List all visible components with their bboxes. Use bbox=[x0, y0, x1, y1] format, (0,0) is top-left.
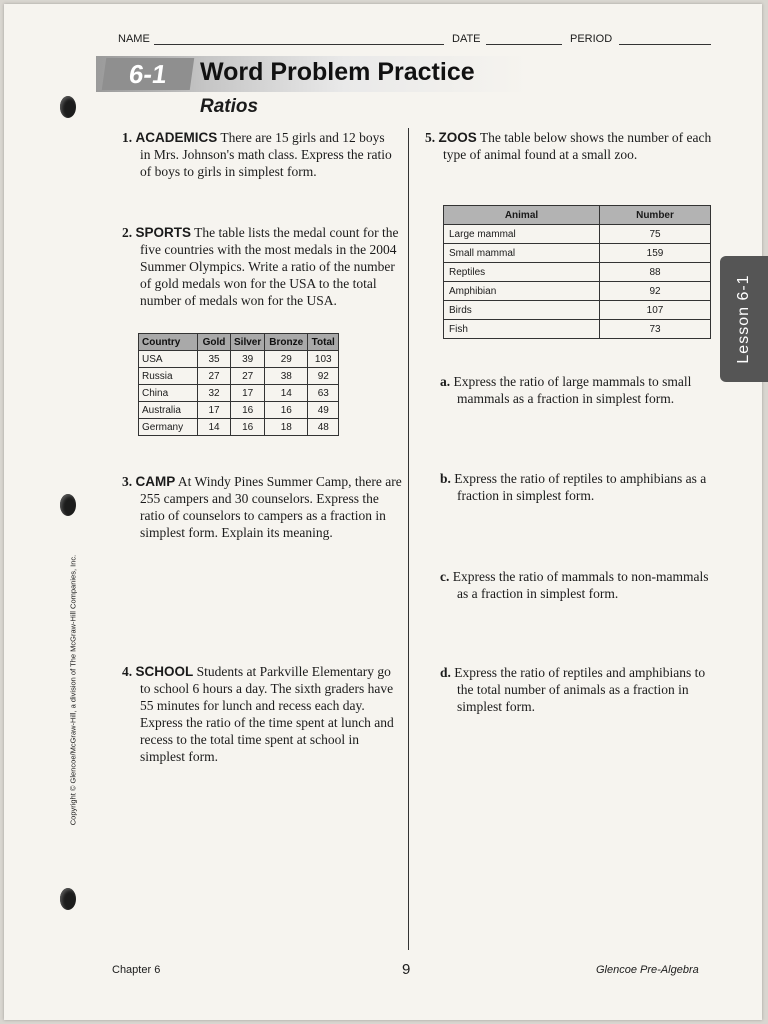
table-cell: 103 bbox=[308, 351, 339, 368]
problem-number: 2. bbox=[122, 225, 133, 240]
footer-page-number: 9 bbox=[402, 961, 411, 978]
table-cell: 107 bbox=[600, 301, 711, 320]
subpart-label: a. bbox=[440, 374, 451, 389]
table-cell: Fish bbox=[444, 320, 600, 339]
footer-chapter: Chapter 6 bbox=[112, 964, 161, 976]
table-cell: 92 bbox=[308, 368, 339, 385]
subpart-label: b. bbox=[440, 471, 451, 486]
column-header: Gold bbox=[198, 334, 231, 351]
table-row bbox=[444, 244, 711, 263]
subpart-c bbox=[440, 568, 715, 602]
copyright-notice: Copyright © Glencoe/McGraw-Hill, a division of The McGraw-Hill Companies, Inc. bbox=[68, 554, 78, 826]
table-cell: 48 bbox=[308, 419, 339, 436]
column-header: Bronze bbox=[265, 334, 308, 351]
table-cell: Birds bbox=[444, 301, 600, 320]
subpart-text: Express the ratio of large mammals to small mammals as a fraction in simplest form. bbox=[453, 374, 692, 406]
lesson-side-tab bbox=[720, 256, 768, 382]
problem-text: Students at Parkville Elementary go to school 6 hours a day. The sixth graders have 55 minutes for lunch and recess each day. Express the ratio of the time spent at lunch and recess to the total time spent at school in simplest form. bbox=[140, 664, 394, 764]
table-header-row bbox=[444, 206, 711, 225]
table-cell: 14 bbox=[198, 419, 231, 436]
table-row bbox=[139, 419, 339, 436]
side-tab-label: Lesson 6-1 bbox=[735, 274, 752, 364]
column-header: Number bbox=[600, 206, 711, 225]
problem-keyword: SPORTS bbox=[135, 225, 192, 240]
table-cell: Small mammal bbox=[444, 244, 600, 263]
problem-number: 1. bbox=[122, 130, 133, 145]
table-cell: 39 bbox=[231, 351, 265, 368]
table-cell: Large mammal bbox=[444, 225, 600, 244]
subpart-a bbox=[440, 373, 715, 407]
table-cell: Amphibian bbox=[444, 282, 600, 301]
subpart-b bbox=[440, 470, 715, 504]
table-row bbox=[444, 320, 711, 339]
table-cell: 27 bbox=[231, 368, 265, 385]
lesson-title: Word Problem Practice bbox=[200, 58, 475, 86]
column-header: Silver bbox=[231, 334, 265, 351]
footer-publisher: Glencoe Pre-Algebra bbox=[596, 964, 699, 976]
problem-number: 5. bbox=[425, 130, 436, 145]
problem-2 bbox=[122, 224, 404, 309]
table-cell: Reptiles bbox=[444, 263, 600, 282]
date-label: DATE bbox=[452, 33, 481, 45]
table-row bbox=[444, 301, 711, 320]
table-cell: 14 bbox=[265, 385, 308, 402]
table-row bbox=[139, 368, 339, 385]
problem-4 bbox=[122, 663, 404, 765]
table-cell: 16 bbox=[231, 419, 265, 436]
table-cell: 73 bbox=[600, 320, 711, 339]
table-cell: Australia bbox=[139, 402, 198, 419]
problem-text: The table below shows the number of each type of animal found at a small zoo. bbox=[443, 130, 712, 162]
table-cell: 16 bbox=[265, 402, 308, 419]
table-cell: Germany bbox=[139, 419, 198, 436]
period-label: PERIOD bbox=[570, 33, 613, 45]
problem-keyword: ACADEMICS bbox=[135, 130, 218, 145]
table-cell: 32 bbox=[198, 385, 231, 402]
table-cell: 16 bbox=[231, 402, 265, 419]
table-cell: 88 bbox=[600, 263, 711, 282]
table-cell: 35 bbox=[198, 351, 231, 368]
lesson-subtitle: Ratios bbox=[200, 96, 259, 117]
column-divider bbox=[408, 128, 409, 950]
table-header-row bbox=[139, 334, 339, 351]
table-row bbox=[444, 282, 711, 301]
name-line bbox=[154, 44, 444, 45]
table-cell: Russia bbox=[139, 368, 198, 385]
table-cell: 159 bbox=[600, 244, 711, 263]
subpart-label: c. bbox=[440, 569, 450, 584]
table-cell: 63 bbox=[308, 385, 339, 402]
table-row bbox=[444, 263, 711, 282]
table-cell: 92 bbox=[600, 282, 711, 301]
table-cell: 49 bbox=[308, 402, 339, 419]
subpart-text: Express the ratio of reptiles to amphibians as a fraction in simplest form. bbox=[454, 471, 707, 503]
column-header: Country bbox=[139, 334, 198, 351]
table-row bbox=[139, 351, 339, 368]
subpart-text: Express the ratio of reptiles and amphibians to the total number of animals as a fraction in simplest form. bbox=[454, 665, 706, 714]
table-cell: 18 bbox=[265, 419, 308, 436]
problem-1 bbox=[122, 129, 394, 180]
problem-keyword: CAMP bbox=[135, 474, 176, 489]
zoo-table bbox=[443, 205, 711, 339]
problem-text: There are 15 girls and 12 boys in Mrs. Johnson's math class. Express the ratio of boys to girls in simplest form. bbox=[140, 130, 392, 179]
binder-hole-icon bbox=[60, 96, 76, 118]
problem-text: The table lists the medal count for the five countries with the most medals in the 2004 Summer Olympics. Write a ratio of the number of gold medals won for the USA to the total number of medals won for the USA. bbox=[140, 225, 399, 308]
subpart-text: Express the ratio of mammals to non-mammals as a fraction in simplest form. bbox=[452, 569, 709, 601]
table-cell: 38 bbox=[265, 368, 308, 385]
date-line bbox=[486, 44, 562, 45]
table-row bbox=[139, 385, 339, 402]
table-cell: China bbox=[139, 385, 198, 402]
column-header: Total bbox=[308, 334, 339, 351]
table-cell: USA bbox=[139, 351, 198, 368]
table-cell: 27 bbox=[198, 368, 231, 385]
binder-hole-icon bbox=[60, 494, 76, 516]
table-cell: 17 bbox=[198, 402, 231, 419]
column-header: Animal bbox=[444, 206, 600, 225]
table-row bbox=[444, 225, 711, 244]
binder-hole-icon bbox=[60, 888, 76, 910]
problem-keyword: ZOOS bbox=[438, 130, 477, 145]
problem-text: At Windy Pines Summer Camp, there are 255 campers and 30 counselors. Express the ratio of counselors to campers as a fraction in simplest form. Explain its meaning. bbox=[140, 474, 402, 540]
problem-keyword: SCHOOL bbox=[135, 664, 194, 679]
table-cell: 75 bbox=[600, 225, 711, 244]
problem-number: 3. bbox=[122, 474, 133, 489]
table-cell: 29 bbox=[265, 351, 308, 368]
medal-table bbox=[138, 333, 339, 436]
problem-5 bbox=[425, 129, 713, 163]
problem-3 bbox=[122, 473, 406, 541]
table-cell: 17 bbox=[231, 385, 265, 402]
subpart-d bbox=[440, 664, 715, 715]
problem-number: 4. bbox=[122, 664, 133, 679]
period-line bbox=[619, 44, 711, 45]
table-row bbox=[139, 402, 339, 419]
lesson-number: 6-1 bbox=[102, 58, 194, 90]
subpart-label: d. bbox=[440, 665, 451, 680]
name-label: NAME bbox=[118, 33, 150, 45]
